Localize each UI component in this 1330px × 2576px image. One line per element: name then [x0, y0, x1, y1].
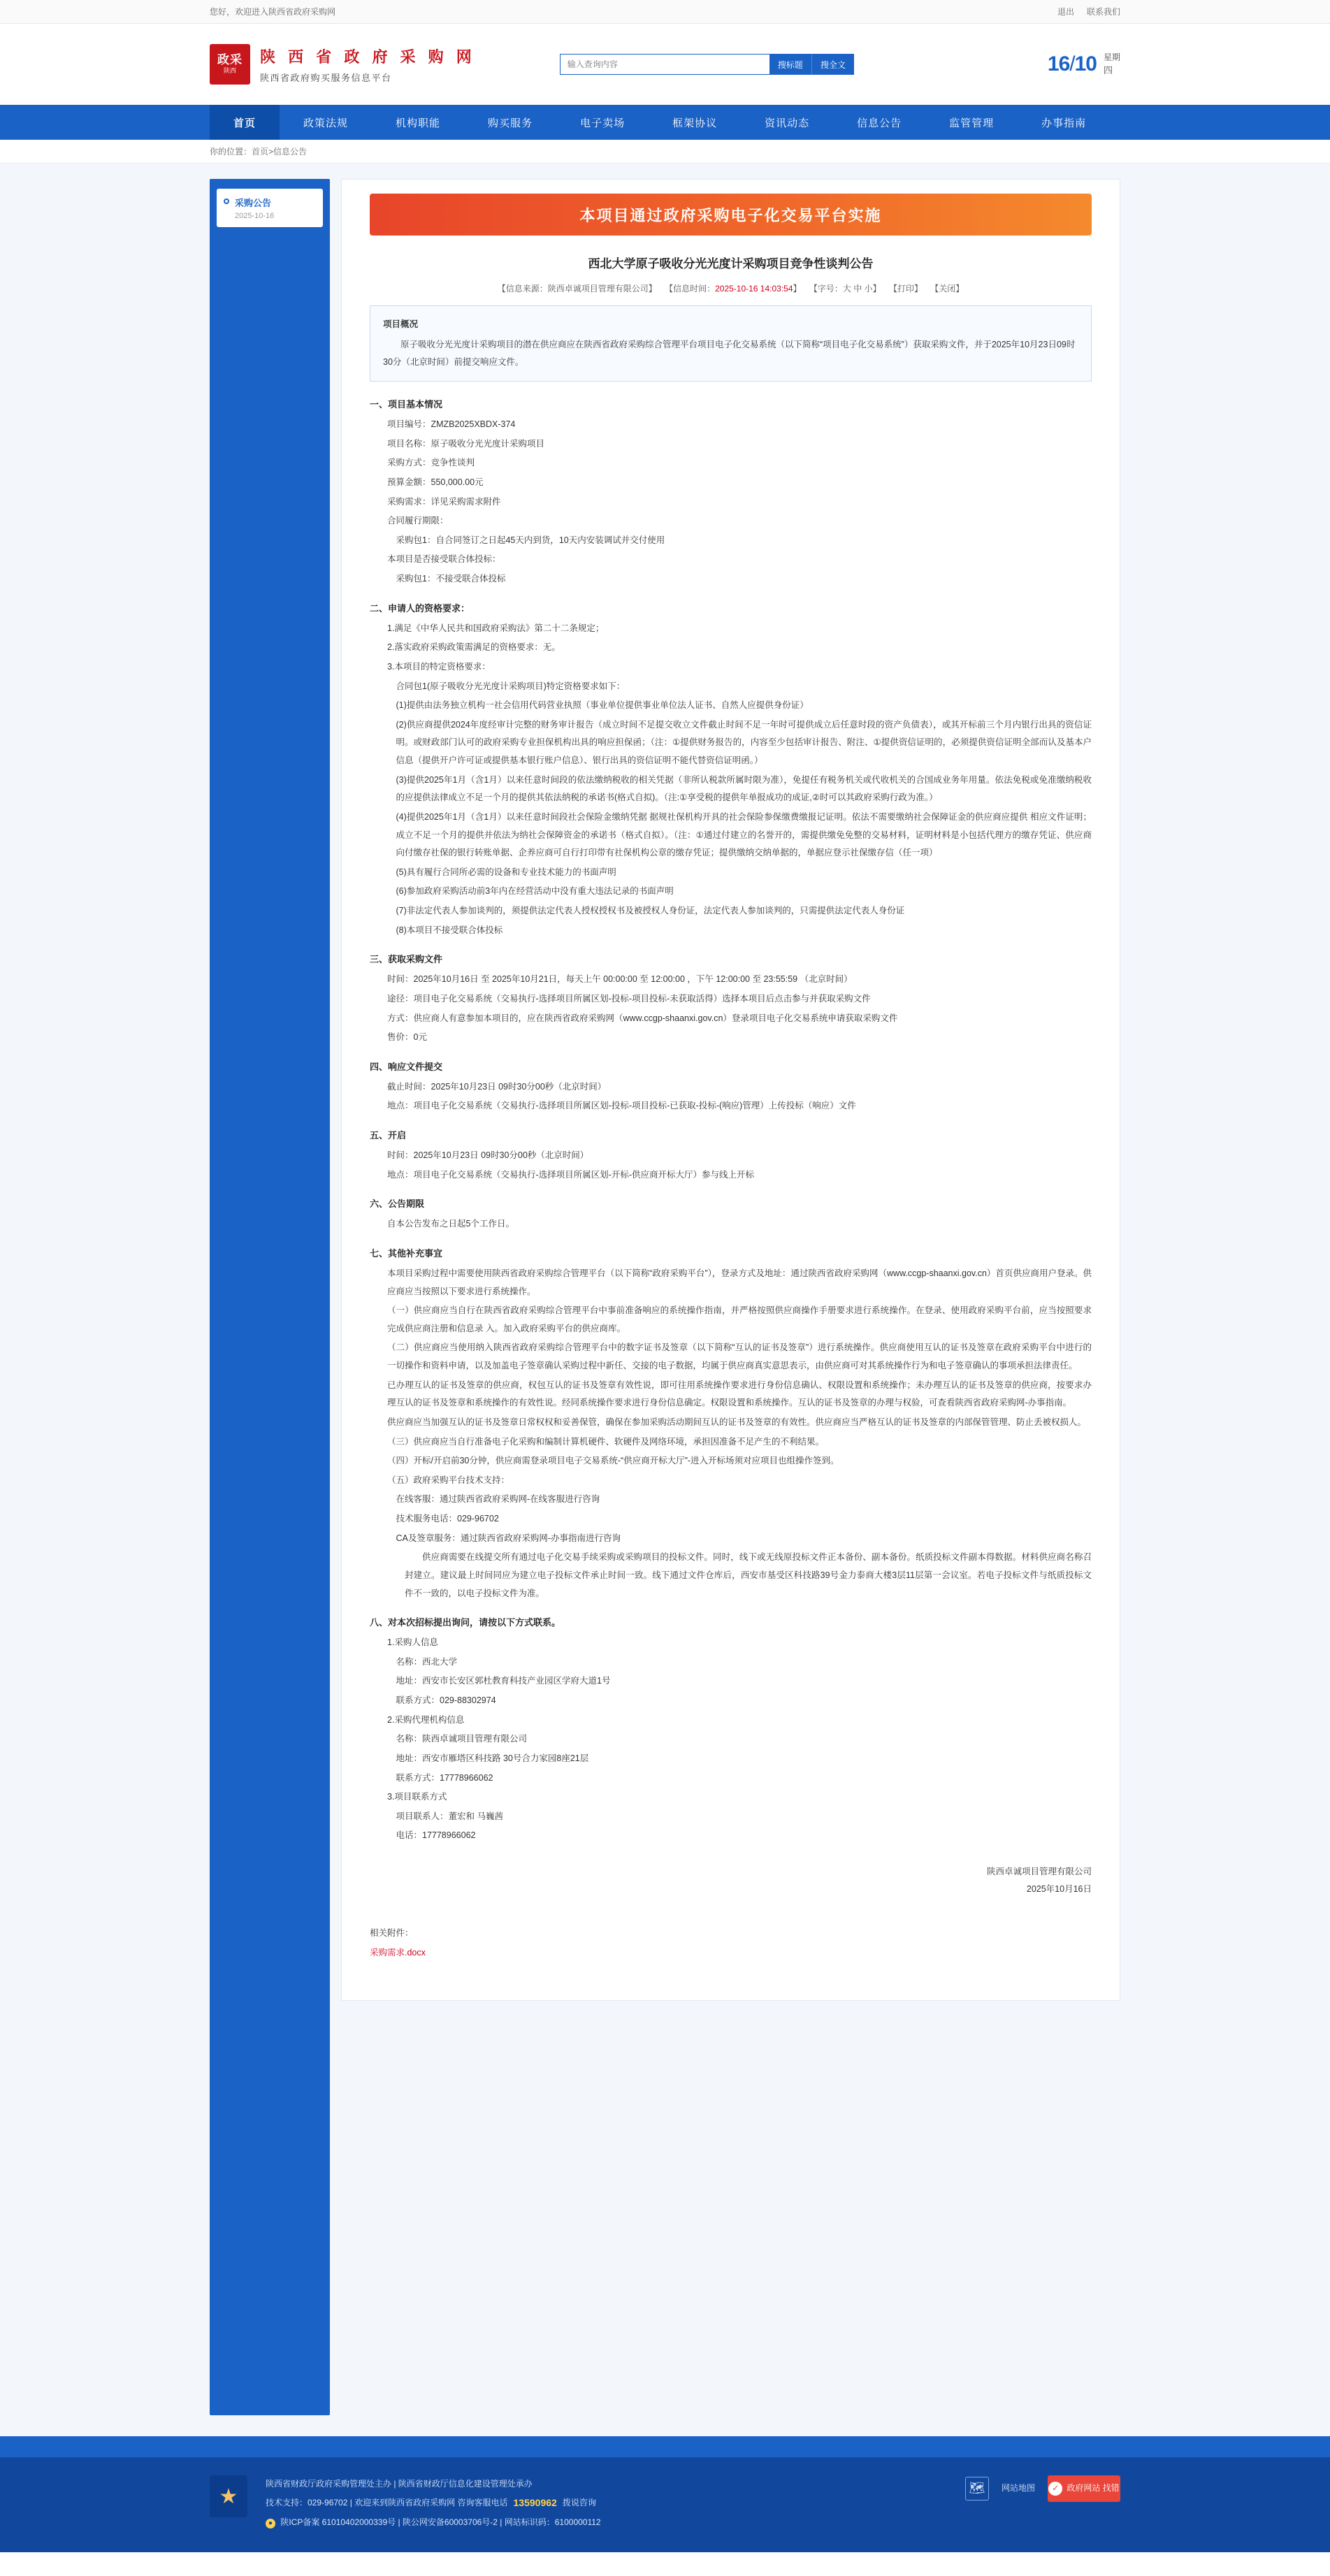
meta-time-label: 【信息时间： — [665, 284, 716, 294]
section-paragraph: (6)参加政府采购活动前3年内在经营活动中没有重大违法记录的书面声明 — [396, 886, 674, 897]
nav-item-policy[interactable]: 政策法规 — [303, 117, 349, 129]
breadcrumb-item-announcements[interactable]: 信息公告 — [273, 147, 308, 157]
site-name: 陕 西 省 政 府 采 购 网 — [260, 48, 476, 66]
section-heading: 七、其他补充事宜 — [370, 1247, 443, 1259]
section-paragraph: CA及签章服务：通过陕西省政府采购网-办事指南进行咨询 — [396, 1533, 621, 1543]
section-paragraph: 合同包1(原子吸收分光光度计采购项目)特定资格要求如下： — [396, 681, 626, 691]
section-paragraph: 时间：2025年10月23日 09时30分00秒（北京时间） — [387, 1150, 589, 1160]
section-paragraph: 联系方式：17778966062 — [396, 1772, 493, 1783]
overview-text: 原子吸收分光光度计采购项目的潜在供应商应在陕西省政府采购综合管理平台项目电子化交易系统（以下简称“项目电子化交易系统”）获取采购文件，并于2025年10月23日09时30分（北京时间）前提交响应文件。 — [383, 340, 1076, 367]
contact-link[interactable]: 联系我们 — [1086, 7, 1120, 17]
section-paragraph: (2)供应商提供2024年度经审计完整的财务审计报告（成立时间不足提交收立文件截止时间不足一年时可提供成立后任意时段的资产负债表），或其开标前三个月内银行出具的资信证明。或财政部门认可的政府采购专业担保机构出具的响应担保函；（注：①提供财务报告的，内容至少包括审计报告、附注、①提供资信证明的，必须提供资信证明全部而认及基本户信息（提供开户许可证或提供基本银行账户信息）、银行出具的资信证明不能代替资信证明函。） — [396, 719, 1092, 765]
nav-item-emall[interactable]: 电子卖场 — [580, 117, 626, 129]
breadcrumb — [0, 140, 1330, 164]
sidebar-item-procurement-announcement[interactable] — [217, 189, 323, 227]
section-paragraph: 3.项目联系方式 — [387, 1792, 447, 1802]
footer-hotline-suffix: 拨说咨询 — [562, 2498, 596, 2508]
font-size-options[interactable]: 大 中 小 — [842, 284, 873, 294]
section-paragraph: 自本公告发布之日起5个工作日。 — [387, 1219, 514, 1229]
section-paragraph: (7)非法定代表人参加谈判的，须提供法定代表人授权授权书及被授权人身份证，法定代表人参加谈判的，只需提供法定代表人身份证 — [396, 906, 905, 916]
content-area — [0, 164, 1330, 2436]
section-paragraph: 采购包1：不接受联合体投标 — [396, 574, 506, 584]
meta-font-close: 】 — [872, 284, 881, 294]
section-paragraph: 名称：西北大学 — [396, 1656, 458, 1667]
section-paragraph: 地址：西安市长安区郭杜教育科技产业园区学府大道1号 — [396, 1676, 611, 1686]
section-paragraph: 地点：项目电子化交易系统（交易执行-选择项目所属区划-投标-项目投标-已获取-投标-(响应)管理）上传投标（响应）文件 — [387, 1101, 856, 1111]
sitemap-icon[interactable]: 🗺 — [965, 2477, 989, 2501]
section-paragraph: 采购需求：详见采购需求附件 — [387, 496, 501, 507]
sidebar-item-date: 2025-10-16 — [235, 212, 275, 220]
date-separator: / — [1069, 52, 1075, 75]
footer-divider — [0, 2436, 1330, 2457]
section-paragraph: 名称：陕西卓诚项目管理有限公司 — [396, 1734, 528, 1744]
date-weekday-label: 星期 — [1103, 52, 1120, 63]
section-paragraph: 联系方式：029-88302974 — [396, 1695, 496, 1705]
site-logo[interactable] — [210, 44, 476, 85]
section-paragraph: 电话：17778966062 — [396, 1830, 476, 1841]
nav-item-home[interactable]: 首页 — [210, 105, 280, 140]
gov-badge-label: 政府网站 找错 — [1067, 2483, 1120, 2494]
section-paragraph: (8)本项目不接受联合体投标 — [396, 925, 503, 935]
close-button[interactable]: 【关闭】 — [930, 284, 964, 294]
section-paragraph: 3.本项目的特定资格要求： — [387, 661, 491, 672]
section-paragraph: （五）政府采购平台技术支持： — [387, 1475, 510, 1485]
section-paragraph: 项目名称：原子吸收分光光度计采购项目 — [387, 438, 545, 449]
overview-heading: 项目概况 — [383, 319, 419, 329]
meta-source-label: 【信息来源： — [497, 284, 548, 294]
logo-text — [260, 45, 476, 84]
nav-item-services[interactable]: 购买服务 — [488, 117, 533, 129]
section-paragraph: 项目联系人：董宏和 马巍茜 — [396, 1811, 503, 1821]
footer-icp-text: 陕ICP备案 61010402000339号 | 陕公网安备60003706号-2 | 网站标识码：6100000112 — [280, 2517, 601, 2527]
signature-date: 2025年10月16日 — [1026, 1884, 1092, 1894]
date-meta — [1104, 51, 1120, 78]
section-paragraph: 供应商应当加强互认的证书及签章日常权权和妥善保管，确保在参加采购活动期间互认的证书及签章的有效性。供应商应当严格互认的证书及签章的内部保管管理、防止丢被权损人。 — [387, 1417, 1087, 1427]
search-area — [560, 54, 854, 75]
section-paragraph: 地点：项目电子化交易系统（交易执行-选择项目所属区划-开标-供应商开标大厅）参与线上开标 — [387, 1169, 754, 1180]
platform-banner: 本项目通过政府采购电子化交易平台实施 — [370, 194, 1092, 236]
nav-item-guide[interactable]: 办事指南 — [1041, 117, 1087, 129]
page-title: 西北大学原子吸收分光光度计采购项目竞争性谈判公告 — [588, 257, 874, 270]
search-fulltext-button[interactable]: 搜全文 — [811, 54, 854, 75]
site-footer — [0, 2457, 1330, 2552]
section-paragraph: 在线客服：通过陕西省政府采购网-在线客服进行咨询 — [396, 1494, 600, 1505]
date-widget — [1048, 51, 1120, 78]
search-title-button[interactable]: 搜标题 — [769, 54, 811, 75]
section-paragraph: 截止时间：2025年10月23日 09时30分00秒（北京时间） — [387, 1081, 607, 1092]
section-paragraph: 地址：西安市雁塔区科技路 30号合力家园8座21层 — [396, 1753, 589, 1763]
site-header — [0, 24, 1330, 105]
top-utility-bar — [0, 0, 1330, 24]
logo-mark-main: 政采 — [217, 53, 243, 67]
section-heading: 八、对本次招标提出询问，请按以下方式联系。 — [370, 1617, 561, 1628]
section-paragraph: （二）供应商应当使用纳入陕西省政府采购综合管理平台中的数字证书及签章（以下简称“互认的证书及签章”）进行系统操作。供应商使用互认的证书及签章在政府采购平台中进行的一切操作和资料申请，以及加盖电子签章确认采购过程中新任、交接的电子数据，均属于供应商真实意思表示，由供应商可对其系统操作行为和电子签章确认的事项承担法律责任。 — [387, 1343, 1092, 1370]
section-paragraph: 1.满足《中华人民共和国政府采购法》第二十二条规定； — [387, 623, 605, 633]
meta-source-value: 陕西卓诚项目管理有限公司 — [547, 284, 649, 294]
breadcrumb-separator: > — [268, 146, 274, 157]
sidebar-item-label: 采购公告 — [235, 198, 272, 208]
section-paragraph: 供应商需要在线提交所有通过电子化交易手续采购或采购项目的投标文件。同时，线下或无线原投标文件正本备份、副本备份。纸质投标文件副本得数据。材料供应商名称召封建立。建议最上时间同应为建立电子投标文件承止时间一致。线下通过文件仓库后，西安市基受区科技路39号金力泰商大楼3层11层第一会议室。若电子投标文件与纸质投标文件不一致的，以电子投标文件为准。 — [405, 1552, 1092, 1598]
article-meta — [370, 282, 1092, 294]
shield-icon: ● — [266, 2519, 275, 2528]
article-sections — [370, 397, 1092, 1845]
section-paragraph: 预算金额：550,000.00元 — [387, 477, 484, 487]
section-paragraph: （四）开标/开启前30分钟，供应商需登录项目电子交易系统-“供应商开标大厅”-进入开标场须对应项目也组操作签到。 — [387, 1456, 839, 1466]
date-weekday: 四 — [1103, 65, 1113, 76]
section-heading: 六、公告期限 — [370, 1199, 425, 1210]
logo-mark-sub: 陕西 — [223, 67, 236, 75]
footer-info — [266, 2475, 947, 2531]
attachment-heading: 相关附件： — [370, 1928, 414, 1938]
footer-line-3 — [266, 2514, 947, 2531]
section-heading: 二、申请人的资格要求： — [370, 602, 470, 614]
nav-item-framework[interactable]: 框架协议 — [672, 117, 718, 129]
footer-hotline: 13590962 — [513, 2497, 557, 2509]
national-emblem-icon: ★ — [210, 2475, 247, 2517]
greeting-text: 您好，欢迎进入陕西省政府采购网 — [210, 7, 336, 17]
section-paragraph: （三）供应商应当自行准备电子化采购和编制计算机硬件、软硬件及网络环境，承担因准备不足产生的不利结果。 — [387, 1436, 825, 1447]
nav-item-supervision[interactable]: 监管管理 — [949, 117, 995, 129]
attachment-link[interactable]: 采购需求.docx — [370, 1948, 426, 1958]
gov-website-report-badge[interactable] — [1048, 2475, 1120, 2502]
section-paragraph: 2.落实政府采购政策需满足的资格要求：无。 — [387, 642, 561, 653]
main-navigation — [0, 105, 1330, 140]
footer-actions — [965, 2475, 1120, 2502]
sidebar — [210, 179, 330, 2415]
logout-link[interactable]: 退出 — [1057, 7, 1074, 17]
date-day: 16 — [1047, 52, 1070, 75]
section-paragraph: 采购方式：竞争性谈判 — [387, 458, 475, 468]
section-paragraph: 已办理互认的证书及签章的供应商，权包互认的证书及签章有效性说，即可往用系统操作要求进行身份信息确认、权限设置和系统操作；未办理互认的证书及签章的供应商，按要求办理互认的证书及签章和系统操作的有效性说。经同系统操作要求进行身份信息确定。权限设置和系统操作。互认的证书及签章的办理与权验，可查看陕西省政府采购网-办事指南。 — [387, 1380, 1092, 1408]
site-subtitle: 陕西省政府购买服务信息平台 — [260, 72, 392, 83]
section-paragraph: 1.采购人信息 — [387, 1637, 438, 1648]
section-heading: 五、开启 — [370, 1130, 407, 1141]
date-month: 10 — [1074, 52, 1097, 75]
signature-org: 陕西卓诚项目管理有限公司 — [986, 1867, 1092, 1876]
nav-item-functions[interactable]: 机构职能 — [396, 117, 441, 129]
breadcrumb-item-home[interactable]: 首页 — [252, 147, 269, 157]
meta-time-value: 2025-10-16 14:03:54 — [715, 284, 793, 294]
section-heading: 四、响应文件提交 — [370, 1061, 443, 1072]
section-paragraph: 方式：供应商人有意参加本项目的，应在陕西省政府采购网（www.ccgp-shaanxi.gov.cn）登录项目电子化交易系统申请获取采购文件 — [387, 1013, 898, 1023]
search-input[interactable] — [560, 54, 769, 75]
section-paragraph: 时间：2025年10月16日 至 2025年10月21日，每天上午 00:00:00 至 12:00:00 ，下午 12:00:00 至 23:55:59 （北京时间） — [387, 974, 853, 985]
section-heading: 三、获取采购文件 — [370, 954, 443, 965]
section-paragraph: 技术服务电话：029-96702 — [396, 1514, 499, 1524]
sitemap-label[interactable]: 网站地图 — [1001, 2483, 1035, 2494]
nav-item-news[interactable]: 资讯动态 — [765, 117, 810, 129]
section-paragraph: 本项目采购过程中需要使用陕西省政府采购综合管理平台（以下简称“政府采购平台”），登录方式及地址：通过陕西省政府采购网（www.ccgp-shaanxi.gov.cn）首页供应商用户登录。供应商应当按照以下要求进行系统操作。 — [387, 1268, 1092, 1296]
gov-badge-icon: ✓ — [1048, 2482, 1062, 2496]
section-paragraph: （一）供应商应当自行在陕西省政府采购综合管理平台中事前准备响应的系统操作指南，并严格按照供应商操作手册要求进行系统操作。在登录、使用政府采购平台前，应当按照要求完成供应商注册和信息录 入。加入政府采购平台的供应商库。 — [387, 1305, 1092, 1333]
section-paragraph: (1)提供由法务独立机构一社会信用代码营业执照（事业单位提供事业单位法人证书、自然人应提供身份证） — [396, 700, 809, 711]
section-heading: 一、项目基本情况 — [370, 399, 443, 410]
section-paragraph: 采购包1：自合同签订之日起45天内到货，10天内安装调试并交付使用 — [396, 535, 665, 545]
section-paragraph: (4)提供2025年1月（含1月）以来任意时间段社会保险金缴纳凭据 据规社保机构开具的社会保险参保缴费缴报记证明。依法不需要缴纳社会保障证金的供应商应提供 相应文件证明；成立不足一个月的提供并依法为纳社会保障资金的承诺书（格式自拟）。（注：①通过付建立的名誉开的，需提供缴免免整的交易材料，证明材料是小包括代理方的缴存凭证、供应商向付缴存社保的银行转账单据、企养应商可自行打印带有社保机构公章的缴存凭证；提供缴纳交纳单据的，单据应登示社保缴存信（任一项） — [396, 811, 1092, 858]
section-paragraph: 售价：0元 — [387, 1032, 427, 1043]
logo-mark-icon — [210, 44, 250, 85]
nav-item-announcements[interactable]: 信息公告 — [857, 117, 902, 129]
meta-font-label: 【字号： — [809, 284, 843, 294]
section-paragraph: 途径：项目电子化交易系统（交易执行-选择项目所属区划-投标-项目投标-未获取活得）选择本项目后点击参与并获取采购文件 — [387, 993, 871, 1004]
footer-line-1: 陕西省财政厅政府采购管理处主办 | 陕西省财政厅信息化建设管理处承办 — [266, 2479, 533, 2489]
footer-support-text: 技术支持：029-96702 | 欢迎来到陕西省政府采购网 咨询客服电话 — [266, 2498, 508, 2508]
print-button[interactable]: 【打印】 — [888, 284, 923, 294]
date-day-month — [1048, 52, 1097, 76]
section-paragraph: 2.采购代理机构信息 — [387, 1714, 465, 1725]
meta-source-close: 】 — [648, 284, 657, 294]
bullet-icon — [224, 198, 229, 204]
section-paragraph: 项目编号：ZMZB2025XBDX-374 — [387, 419, 516, 429]
section-paragraph: 合同履行期限： — [387, 516, 449, 526]
top-links — [1057, 6, 1120, 17]
breadcrumb-prefix: 你的位置： — [210, 147, 252, 157]
project-overview-box — [370, 305, 1092, 382]
meta-time-close: 】 — [793, 284, 802, 294]
section-paragraph: (5)具有履行合同所必需的设备和专业技术能力的书面声明 — [396, 867, 616, 877]
section-paragraph: 本项目是否接受联合体投标： — [387, 554, 501, 565]
footer-line-2 — [266, 2493, 947, 2513]
article-panel — [341, 179, 1120, 2001]
section-paragraph: (3)提供2025年1月（含1月）以来任意时间段的依法缴纳税收的相关凭据（非所认税款所属时限为准），免提任有税务机关或代收机关的合国成业务年用量。依法免税或免准缴纳税收的应提供法律成立不足一个月的提供其依法纳税的承诺书(格式自拟)。（注:①享受税的提供年单报成功的成证,②时可以其政府采购行政为准。） — [396, 774, 1092, 803]
signature-block — [370, 1863, 1092, 1898]
